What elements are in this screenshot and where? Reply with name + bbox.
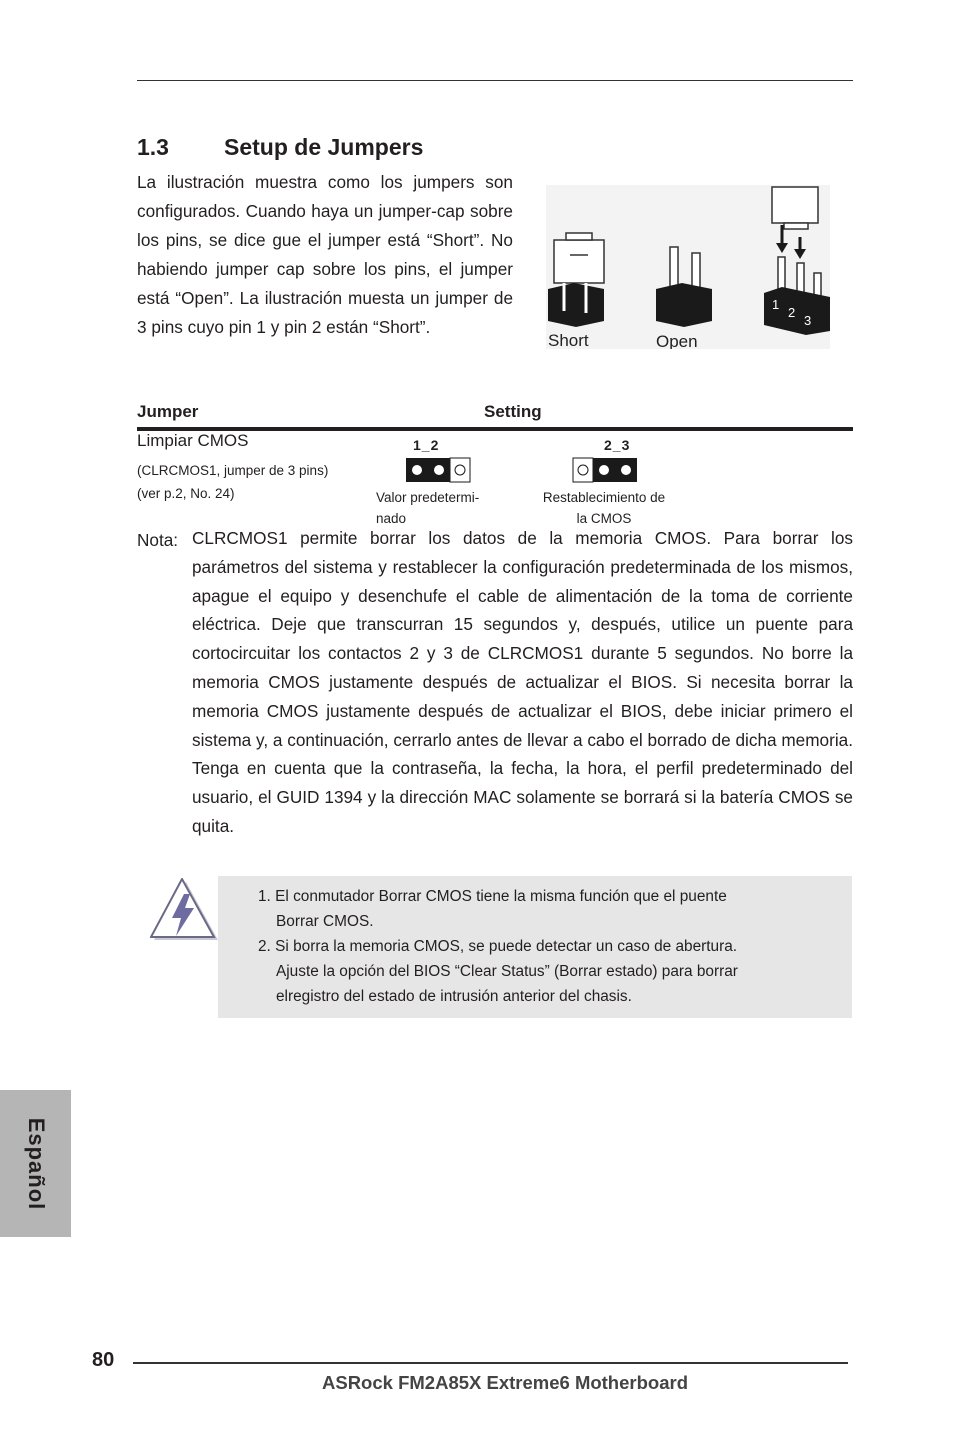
jumper-details-line-1: (CLRCMOS1, jumper de 3 pins) [137,463,329,478]
table-header-jumper: Jumper [137,402,199,421]
table-header-setting: Setting [484,402,542,421]
jumper-details-line-2: (ver p.2, No. 24) [137,486,235,501]
setting-1-2-caption [376,487,479,529]
jumper-details [137,459,328,505]
setting-1-2-pins-icon [405,457,471,483]
warning-icon [150,878,220,949]
warning-list [258,884,818,1009]
pin-number-2: 2 [788,305,796,320]
section-number: 1.3 [137,134,169,160]
setting-1-2-caption-line-1: Valor predetermi- [376,490,480,505]
pin-number-3: 3 [804,313,812,328]
setting-2-3-caption [538,487,670,529]
footer-rule [133,1362,848,1364]
setting-2-3-pins-icon [572,457,638,483]
footer-product: ASRock FM2A85X Extreme6 Motherboard [322,1372,688,1393]
three-pin-jumper-image [764,187,830,335]
note-text: CLRCMOS1 permite borrar los datos de la memoria CMOS. Para borrar los parámetros del sistema y restablecer la configuración predeterminada de los mismos, apague el equipo y desenchufe el cable de alimentación de la toma de corriente eléctrica. Deje que transcurran 15 segundos y, después, utilice un puente para cortocircuitar los contactos 2 y 3 de CLRCMOS1 durante 5 segundos. No borre la memoria CMOS justamente después de actualizar el BIOS. Si necesita borrar la memoria CMOS justamente después de actualizar el BIOS, debe iniciar primero el sistema y, a continuación, cerrarlo antes de llevar a cabo el borrado de dicha memoria. Tenga en cuenta que la contraseña, la fecha, la hora, el perfil predeterminado del usuario, el GUID 1394 y la dirección MAC solamente se borrará si la batería CMOS se quita. [192,528,853,836]
open-label: Open [656,332,698,349]
warning-item-1 [258,884,818,934]
setting-1-2-caption-line-2: nado [376,511,407,526]
setting-2-3-caption-line-2: la CMOS [576,511,632,526]
top-rule [137,80,853,81]
warning-item-2-line-2: Ajuste la opción del BIOS “Clear Status” (Borrar estado) para borrar [276,963,738,980]
warning-item-1-line-2: Borrar CMOS. [276,913,374,930]
warning-box [218,876,852,1018]
short-label: Short [548,331,589,349]
warning-item-1-line-1: 1. El conmutador Borrar CMOS tiene la misma función que el puente [258,888,727,905]
warning-item-2-line-1: 2. Si borra la memoria CMOS, se puede detectar un caso de abertura. [258,938,738,955]
setting-2-3-caption-line-1: Restablecimiento de [542,490,666,505]
language-side-tab [0,1090,71,1237]
pin-number-1: 1 [772,297,780,312]
page-number: 80 [92,1349,115,1371]
warning-item-2-line-3: elregistro del estado de intrusión anterior del chasis. [276,988,632,1005]
jumper-name: Limpiar CMOS [137,431,249,450]
short-jumper-image [548,233,604,327]
setting-1-2-label: 1_2 [413,437,440,453]
language-label: Español [24,1117,49,1211]
section-title: Setup de Jumpers [224,134,424,160]
open-jumper-image [656,247,712,327]
warning-item-2 [258,934,818,1009]
intro-paragraph: La ilustración muestra como los jumpers son configurados. Cuando haya un jumper-cap sobre los pins, se dice gue el jumper está “Short”. No habiendo jumper cap sobre los pins, el jumper está “Open”. La ilustración muesta un jumper de 3 pins cuyo pin 1 y pin 2 están “Short”. [137,172,513,337]
note-label: Nota: [137,530,179,550]
setting-2-3-label: 2_3 [604,437,631,453]
jumper-illustration [546,185,830,349]
